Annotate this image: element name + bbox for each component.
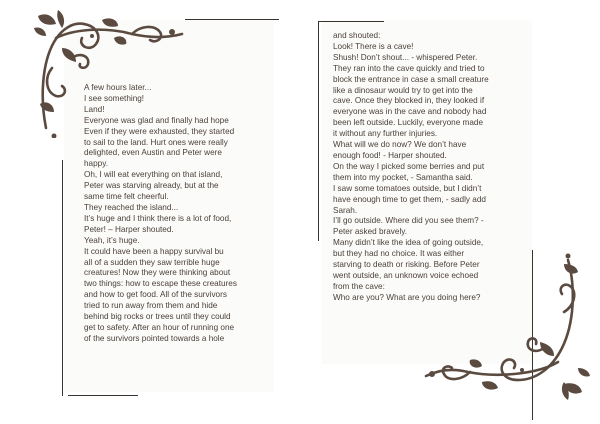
right-page-line: On the way I picked some berries and put <box>333 161 485 171</box>
right-page-line: Sarah. <box>333 205 358 215</box>
left-page-line: all of a sudden they saw terrible huge <box>84 257 220 267</box>
right-page-line: it without any further injuries. <box>333 129 438 139</box>
left-page-line: Land! <box>84 104 105 114</box>
right-page-top-rule <box>318 21 384 22</box>
left-page-line: and how to get food. All of the survivors <box>84 290 227 300</box>
right-page-line: What will we do now? We don’t have <box>333 140 467 150</box>
left-page-line: Yeah, it’s huge. <box>84 235 140 245</box>
flourish-corner-icon <box>32 8 192 138</box>
right-page-line: went outside, an unknown voice echoed <box>333 270 479 280</box>
right-page-line: Look! There is a cave! <box>333 41 414 51</box>
left-page-line: It could have been a happy survival bu <box>84 246 224 256</box>
left-page-line: get to safety. After an hour of running one <box>84 322 235 332</box>
left-page-line: tried to run away from them and hide <box>84 301 218 311</box>
right-page-line: starving to death or risking. Before Peter <box>333 260 480 270</box>
left-page-line: happy. <box>84 159 108 169</box>
right-page-line: I saw some tomatoes outside, but I didn’t <box>333 183 482 193</box>
left-page-top-rule <box>185 19 279 20</box>
right-page-line: Peter asked bravely. <box>333 227 408 237</box>
left-page-line: same time felt cheerful. <box>84 192 169 202</box>
right-page-line: like a dinosaur would try to get into the <box>333 85 473 95</box>
right-page-line: from the cave: <box>333 281 385 291</box>
right-page-line: They ran into the cave quickly and tried to <box>333 63 485 73</box>
left-page-side-rule <box>62 160 63 396</box>
left-page-line: It’s huge and I think there is a lot of food, <box>84 213 232 223</box>
left-page-line: I see something! <box>84 93 145 103</box>
left-page-line: behind big rocks or trees until they could <box>84 312 231 322</box>
right-page-line: everyone was in the cave and nobody had <box>333 107 487 117</box>
flourish-corner-icon <box>418 252 598 402</box>
right-page-line: Many didn’t like the idea of going outside, <box>333 238 484 248</box>
right-page-line: been left outside. Luckily, everyone made <box>333 118 484 128</box>
right-page-line: Shush! Don’t shout... - whispered Peter. <box>333 52 478 62</box>
left-page-line: Everyone was glad and finally had hope <box>84 115 229 125</box>
right-page-line: have enough time to get them, - sadly add <box>333 194 486 204</box>
left-page-line: creatures! Now they were thinking about <box>84 268 231 278</box>
right-page-line: Who are you? What are you doing here? <box>333 292 481 302</box>
left-page-line: of the survivors pointed towards a hole <box>84 333 225 343</box>
left-page-line: two things: how to escape these creatures <box>84 279 237 289</box>
left-page-line: Peter! – Harper shouted. <box>84 224 174 234</box>
left-page-line: to sail to the land. Hurt ones were really <box>84 137 228 147</box>
left-page-line: A few hours later... <box>84 83 152 92</box>
right-page-line: enough food! - Harper shouted. <box>333 150 447 160</box>
right-page-line: but they had no choice. It was either <box>333 249 465 259</box>
right-page-line: and shouted: <box>333 31 381 40</box>
left-page-bottom-rule <box>68 395 138 396</box>
right-page-line: them into my pocket, - Samantha said. <box>333 172 473 182</box>
left-page-line: Peter was starving already, but at the <box>84 181 219 191</box>
left-page-line: delighted, even Austin and Peter were <box>84 148 222 158</box>
right-page-line: block the entrance in case a small creature <box>333 74 489 84</box>
left-page-line: Oh, I will eat everything on that island, <box>84 170 223 180</box>
right-page-side-rule <box>318 21 319 241</box>
right-page-line: I’ll go outside. Where did you see them? - <box>333 216 484 226</box>
left-page-line: Even if they were exhausted, they started <box>84 126 235 136</box>
left-page-line: They reached the island... <box>84 202 179 212</box>
right-page-line: cave. Once they blocked in, they looked if <box>333 96 485 106</box>
